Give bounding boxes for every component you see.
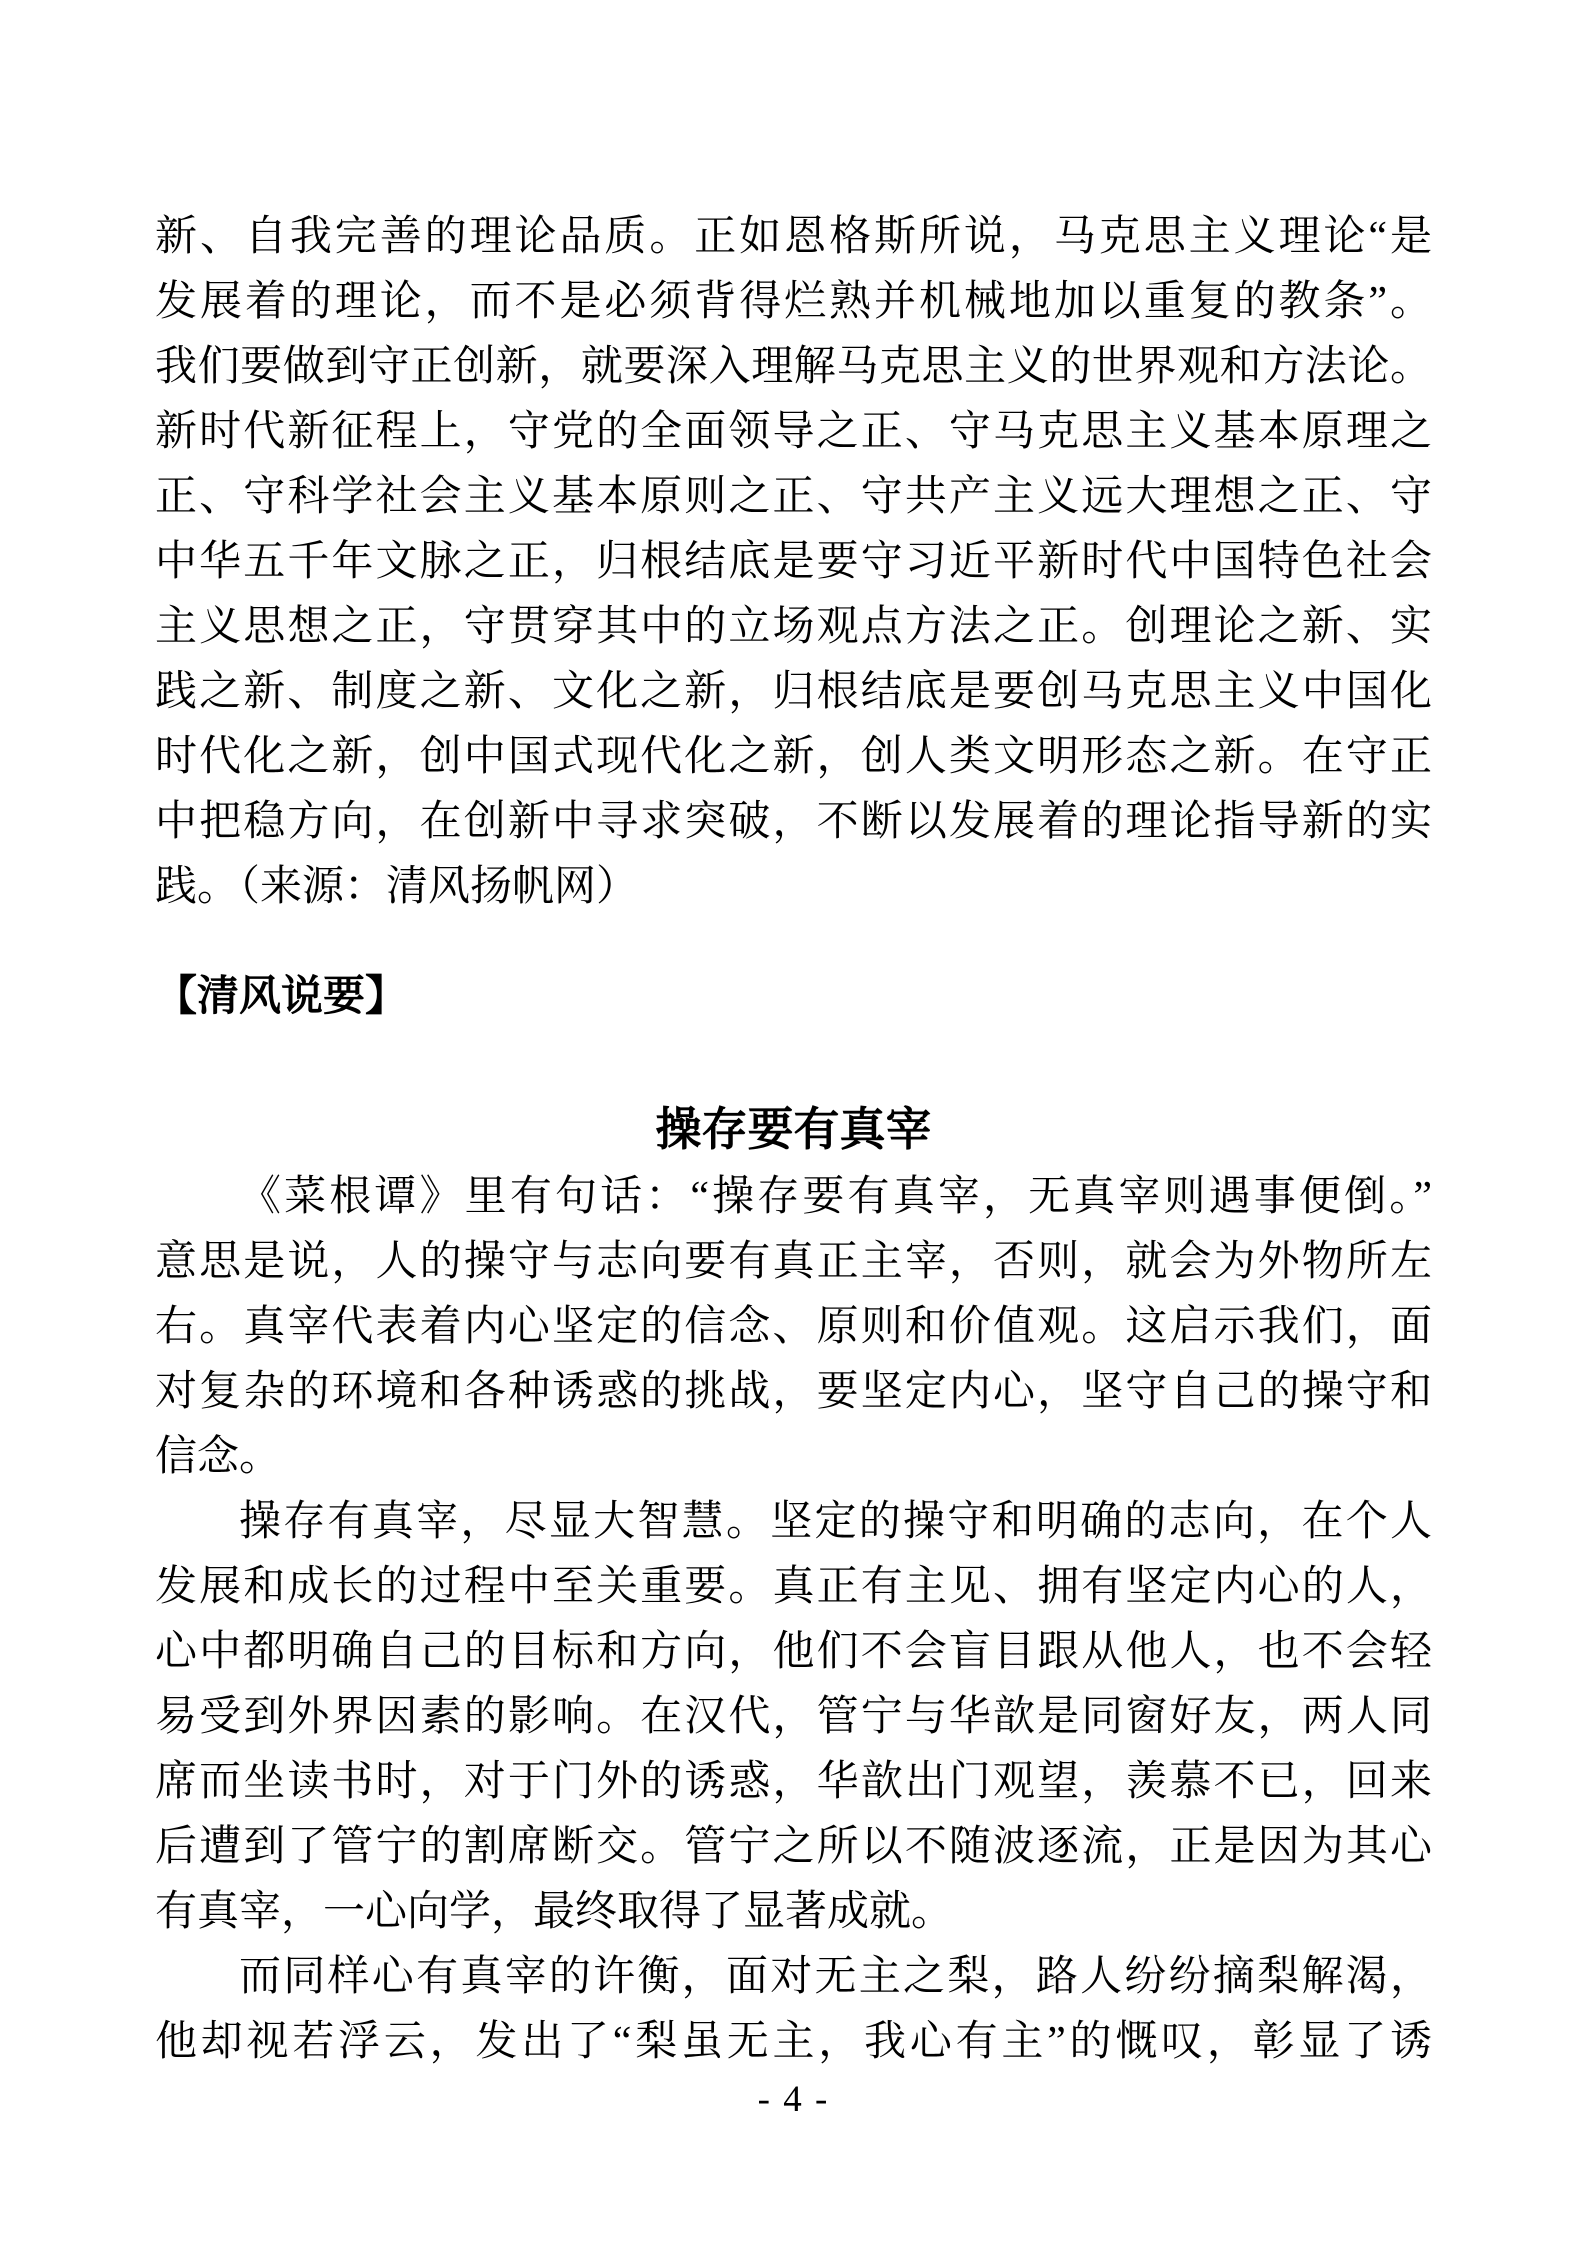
paragraph-line: 而同样心有真宰的许衡，面对无主之梨，路人纷纷摘梨解渴， [239, 1954, 1432, 2000]
essay-paragraph-2 [155, 1490, 1432, 1945]
paragraph-line: 主义思想之正，守贯穿其中的立场观点方法之正。创理论之新、实 [155, 604, 1432, 650]
paragraph-line: 中华五千年文脉之正，归根结底是要守习近平新时代中国特色社会 [155, 539, 1432, 585]
essay-paragraph-3 [155, 1945, 1432, 2075]
paragraph-line: 右。真宰代表着内心坚定的信念、原则和价值观。这启示我们，面 [155, 1304, 1432, 1350]
paragraph-line: 意思是说，人的操守与志向要有真正主宰，否则，就会为外物所左 [155, 1239, 1432, 1285]
essay-paragraph-1 [155, 1165, 1432, 1490]
page-number: - 4 - [757, 2079, 830, 2120]
paragraph-line: 发展着的理论，而不是必须背得烂熟并机械地加以重复的教条”。 [155, 279, 1432, 325]
text-blocks [155, 205, 1432, 2075]
paragraph-line: 心中都明确自己的目标和方向，他们不会盲目跟从他人，也不会轻 [155, 1629, 1432, 1675]
paragraph-line: 席而坐读书时，对于门外的诱惑，华歆出门观望，羡慕不已，回来 [155, 1759, 1432, 1805]
paragraph-line: 发展和成长的过程中至关重要。真正有主见、拥有坚定内心的人， [155, 1564, 1432, 1610]
paragraph-line: 后遭到了管宁的割席断交。管宁之所以不随波逐流，正是因为其心 [155, 1824, 1432, 1870]
paragraph-line: 操存有真宰，尽显大智慧。坚定的操守和明确的志向，在个人 [239, 1499, 1432, 1545]
paragraph-line: 易受到外界因素的影响。在汉代，管宁与华歆是同窗好友，两人同 [155, 1694, 1432, 1740]
continuation-paragraph [155, 205, 1432, 920]
section-header: 【清风说要】 [155, 974, 408, 1020]
paragraph-line: 时代化之新，创中国式现代化之新，创人类文明形态之新。在守正 [155, 734, 1432, 780]
paragraph-line: 新时代新征程上，守党的全面领导之正、守马克思主义基本原理之 [155, 409, 1432, 455]
paragraph-line: 正、守科学社会主义基本原则之正、守共产主义远大理想之正、守 [155, 474, 1432, 520]
paragraph-line: 践。（来源：清风扬帆网） [155, 864, 639, 910]
paragraph-line: 新、自我完善的理论品质。正如恩格斯所说，马克思主义理论“是 [155, 214, 1432, 260]
paragraph-line: 中把稳方向，在创新中寻求突破，不断以发展着的理论指导新的实 [155, 799, 1432, 845]
paragraph-line: 《菜根谭》里有句话：“操存要有真宰，无真宰则遇事便倒。” [239, 1174, 1432, 1220]
essay-title: 操存要有真宰 [655, 1104, 932, 1155]
paragraph-line: 践之新、制度之新、文化之新，归根结底是要创马克思主义中国化 [155, 669, 1432, 715]
paragraph-line: 有真宰，一心向学，最终取得了显著成就。 [155, 1889, 954, 1935]
paragraph-line: 对复杂的环境和各种诱惑的挑战，要坚定内心，坚守自己的操守和 [155, 1369, 1432, 1415]
paragraph-line: 我们要做到守正创新，就要深入理解马克思主义的世界观和方法论。 [155, 344, 1432, 390]
paragraph-line: 他却视若浮云，发出了“梨虽无主，我心有主”的慨叹，彰显了诱 [155, 2019, 1432, 2065]
paragraph-line: 信念。 [155, 1434, 282, 1480]
